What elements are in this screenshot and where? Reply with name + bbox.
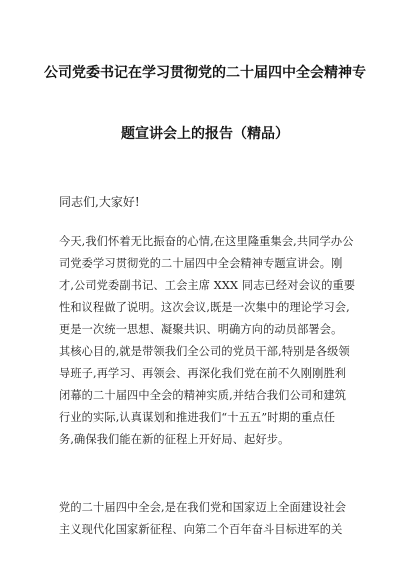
paragraph-line: 司党委学习贯彻党的二十届四中全会精神专题宣讲会。刚 bbox=[59, 257, 343, 270]
paragraph-line: 更是一次统一思想、凝聚共识、明确方向的动员部署会。 bbox=[59, 323, 343, 336]
paragraph-line: 性和议程做了说明。这次会议,既是一次集中的理论学习会, bbox=[59, 301, 350, 314]
paragraph-line: 党的二十届四中全会,是在我们党和国家迈上全面建设社会 bbox=[59, 501, 347, 514]
paragraph-1 bbox=[59, 234, 359, 454]
paragraph-line: 务,确保我们能在新的征程上开好局、起好步。 bbox=[59, 433, 290, 446]
paragraph-line: 行业的实际,认真谋划和推进我们“十五五”时期的重点任 bbox=[59, 411, 336, 424]
paragraph-line: 闭幕的二十届四中全会的精神实质,并结合我们公司和建筑 bbox=[59, 389, 347, 402]
document-title-line-1: 公司党委书记在学习贯彻党的二十届四中全会精神专 bbox=[44, 65, 366, 81]
document-title-line-2: 题宣讲会上的报告（精品） bbox=[121, 126, 289, 142]
paragraph-line: 导班子,再学习、再领会、再深化我们党在前不久刚刚胜利 bbox=[59, 367, 347, 380]
paragraph-2 bbox=[59, 500, 359, 544]
greeting: 同志们,大家好! bbox=[59, 195, 140, 209]
paragraph-line: 今天,我们怀着无比振奋的心情,在这里隆重集会,共同学办公 bbox=[59, 235, 354, 248]
paragraph-line: 主义现代化国家新征程、向第二个百年奋斗目标进军的关 bbox=[59, 523, 343, 536]
paragraph-line: 才,公司党委副书记、工会主席 XXX 同志已经对会议的重要 bbox=[59, 279, 356, 292]
paragraph-line: 其核心目的,就是带领我们全公司的党员干部,特别是各级领 bbox=[59, 345, 350, 358]
